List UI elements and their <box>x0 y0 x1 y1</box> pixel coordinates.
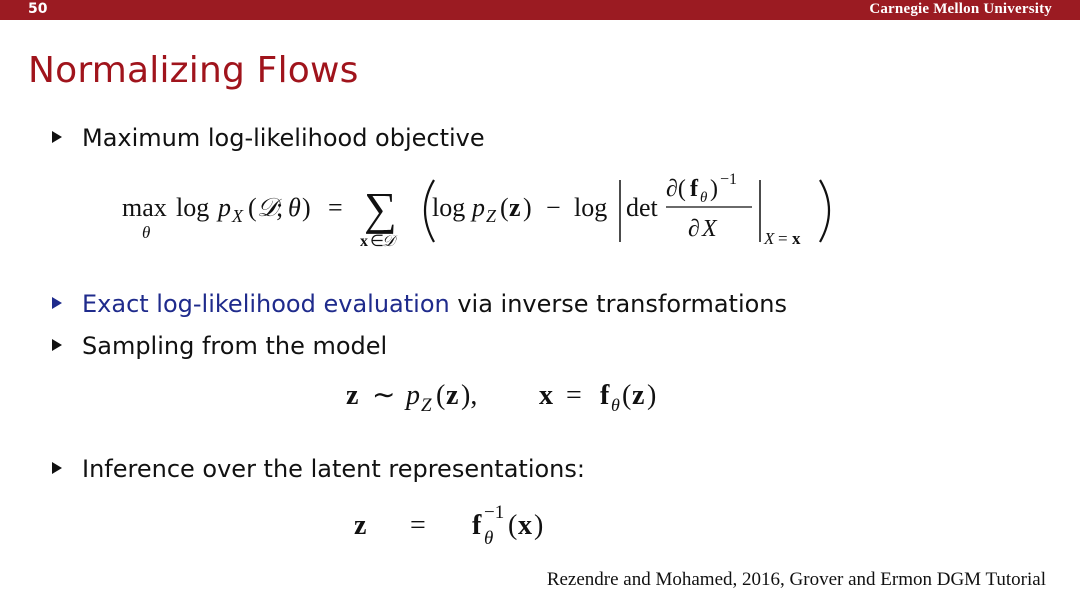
svg-text:∂: ∂ <box>688 216 700 242</box>
svg-text:Z: Z <box>486 206 497 226</box>
bullet-exact-evaluation <box>52 289 787 319</box>
svg-text:θ: θ <box>142 223 151 242</box>
svg-text:z: z <box>346 380 359 411</box>
svg-text:=: = <box>328 193 343 222</box>
svg-text:log: log <box>574 193 608 222</box>
svg-text:(: ( <box>622 380 632 411</box>
svg-text:(: ( <box>508 510 518 541</box>
sampling-formula <box>344 372 684 422</box>
svg-text:x: x <box>518 510 532 541</box>
svg-text:f: f <box>690 176 698 202</box>
svg-text:z: z <box>509 193 521 222</box>
svg-text:log: log <box>432 193 466 222</box>
svg-text:): ) <box>523 193 532 222</box>
svg-text:X: X <box>702 216 717 242</box>
bullet-text: Inference over the latent representations: <box>82 455 585 483</box>
svg-text:(: ( <box>248 193 257 222</box>
svg-text:): ) <box>647 380 657 411</box>
svg-text:𝒟: 𝒟 <box>382 233 395 250</box>
svg-text:det: det <box>626 193 658 222</box>
svg-text:z: z <box>446 380 459 411</box>
citation: Rezendre and Mohamed, 2016, Grover and Ermon DGM Tutorial <box>546 569 1046 590</box>
svg-text:X: X <box>764 229 775 248</box>
svg-text:θ: θ <box>484 528 494 549</box>
svg-text:max: max <box>122 193 167 222</box>
bullet-text: via inverse transformations <box>449 290 788 318</box>
svg-text:−1: −1 <box>484 502 505 523</box>
objective-formula <box>120 172 840 252</box>
bullet-triangle-icon <box>52 131 62 143</box>
svg-text:;: ; <box>276 193 284 222</box>
svg-text:∂(: ∂( <box>666 176 686 202</box>
svg-text:=: = <box>566 380 582 411</box>
svg-text:p: p <box>472 193 485 222</box>
equation-objective <box>120 172 840 252</box>
svg-text:−1: −1 <box>720 172 738 188</box>
inference-formula <box>352 498 592 554</box>
bullet-objective <box>52 123 485 153</box>
bullet-inference <box>52 454 585 484</box>
bullet-triangle-icon <box>52 297 62 309</box>
header-bar <box>0 0 1080 20</box>
svg-text:x: x <box>360 233 368 250</box>
bullet-text: Sampling from the model <box>82 332 388 360</box>
svg-text:=: = <box>410 510 426 541</box>
svg-text:log: log <box>176 193 210 222</box>
svg-text:(: ( <box>436 380 446 411</box>
equation-sampling <box>344 372 684 422</box>
svg-text:),: ), <box>461 380 478 411</box>
svg-text:∑: ∑ <box>364 183 397 234</box>
svg-text:Z: Z <box>421 395 432 416</box>
svg-text:=: = <box>778 229 788 248</box>
bullet-sampling <box>52 331 387 361</box>
svg-text:): ) <box>534 510 544 541</box>
svg-text:−: − <box>546 193 561 222</box>
highlighted-text: Exact log-likelihood evaluation <box>82 290 450 318</box>
svg-text:f: f <box>600 380 610 411</box>
svg-text:x: x <box>792 229 801 248</box>
slide-title: Normalizing Flows <box>28 50 359 91</box>
svg-text:p: p <box>218 193 231 222</box>
equation-inference <box>352 498 592 554</box>
svg-text:θ: θ <box>700 190 708 206</box>
svg-text:f: f <box>472 510 482 541</box>
svg-text:): ) <box>710 176 718 202</box>
svg-text:): ) <box>302 193 311 222</box>
svg-text:X: X <box>232 206 243 226</box>
svg-text:∈: ∈ <box>370 233 384 250</box>
svg-text:θ: θ <box>288 193 301 222</box>
svg-text:x: x <box>539 380 553 411</box>
bullet-text: Maximum log-likelihood objective <box>82 124 485 152</box>
svg-text:z: z <box>354 510 367 541</box>
bullet-triangle-icon <box>52 339 62 351</box>
svg-text:p: p <box>406 380 420 411</box>
institution-name: Carnegie Mellon University <box>869 1 1052 17</box>
svg-text:z: z <box>632 380 645 411</box>
slide-number: 50 <box>28 1 48 17</box>
svg-text:(: ( <box>500 193 509 222</box>
svg-text:θ: θ <box>611 395 620 415</box>
bullet-triangle-icon <box>52 462 62 474</box>
svg-text:∼: ∼ <box>372 380 396 411</box>
svg-text:𝒟: 𝒟 <box>257 193 278 222</box>
